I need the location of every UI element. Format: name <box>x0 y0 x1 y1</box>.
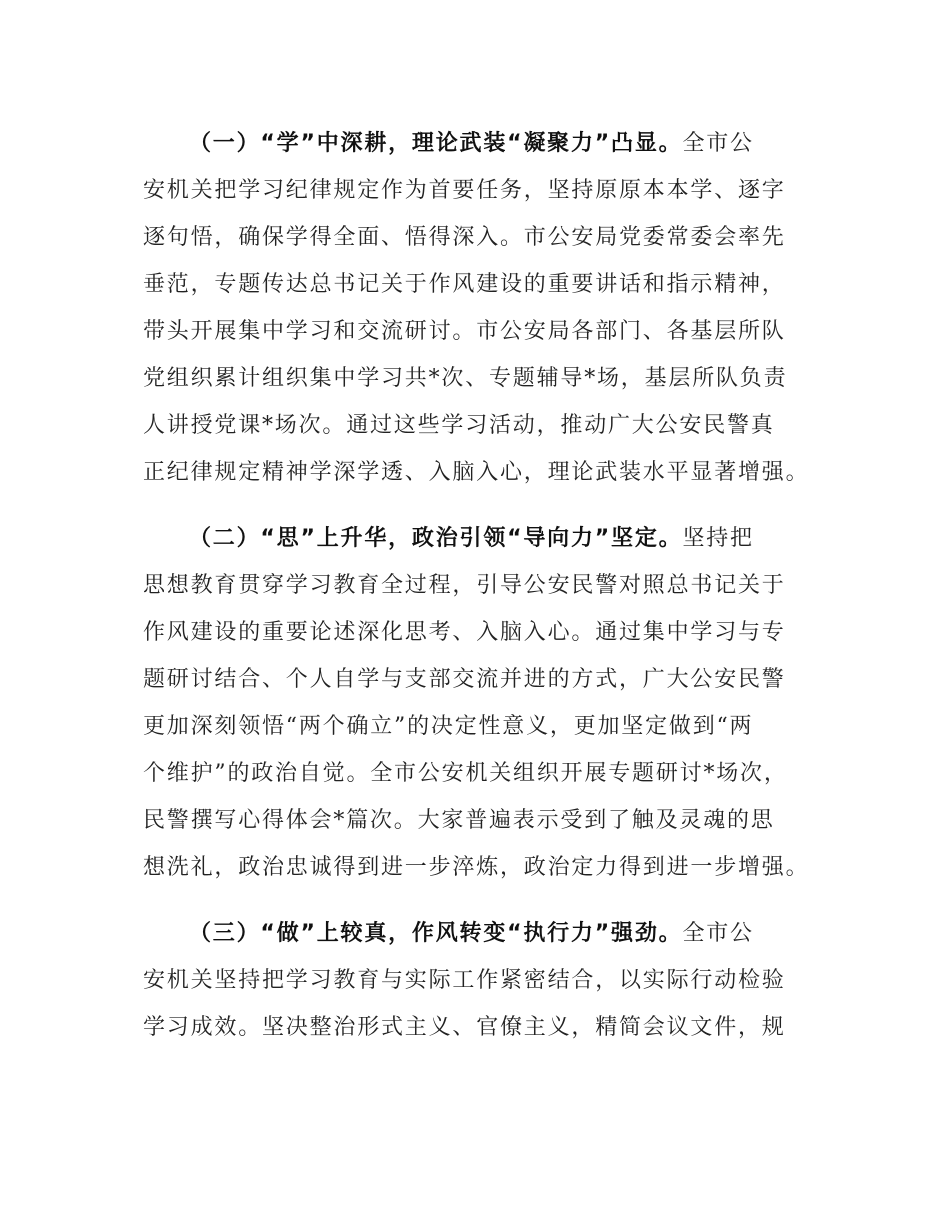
paragraph-spacer <box>143 891 823 910</box>
paragraph-spacer <box>143 496 823 515</box>
section-1-first-line <box>143 120 823 167</box>
section-3-first-line-text: 全市公 <box>682 921 754 946</box>
paragraph-line: 民警撰写心得体会*篇次。大家普遍表示受到了触及灵魂的思 <box>143 808 775 833</box>
section-3-first-line <box>143 910 823 957</box>
paragraph-line: 题研讨结合、个人自学与支部交流并进的方式，广大公安民警 <box>143 667 786 692</box>
paragraph-line: 党组织累计组织集中学习共*次、专题辅导*场，基层所队负责 <box>143 366 788 391</box>
paragraph-line: 安机关坚持把学习教育与实际工作紧密结合，以实际行动检验 <box>143 968 786 993</box>
paragraph-line: 想洗礼，政治忠诚得到进一步淬炼，政治定力得到进一步增强。 <box>143 855 810 880</box>
section-1-first-line-text: 全市公 <box>682 131 754 156</box>
paragraph-line: 学习成效。坚决整治形式主义、官僚主义，精简会议文件，规 <box>143 1015 786 1040</box>
paragraph-line: 安机关把学习纪律规定作为首要任务，坚持原原本本学、逐字 <box>143 178 786 203</box>
paragraph-line: 带头开展集中学习和交流研讨。市公安局各部门、各基层所队 <box>143 319 786 344</box>
section-2-first-line-text: 坚持把 <box>682 526 754 551</box>
paragraph-line: 思想教育贯穿学习教育全过程，引导公安民警对照总书记关于 <box>143 573 786 598</box>
paragraph-line: 垂范，专题传达总书记关于作风建设的重要讲话和指示精神， <box>143 272 786 297</box>
section-3-heading: （三）“做”上较真，作风转变“执行力”强劲。 <box>189 921 683 946</box>
document-body <box>143 120 823 1051</box>
section-2 <box>143 515 823 891</box>
section-1 <box>143 120 823 496</box>
paragraph-line: 作风建设的重要论述深化思考、入脑入心。通过集中学习与专 <box>143 620 786 645</box>
section-2-first-line <box>143 515 823 562</box>
paragraph-line: 逐句悟，确保学得全面、悟得深入。市公安局党委常委会率先 <box>143 225 786 250</box>
section-2-heading: （二）“思”上升华，政治引领“导向力”坚定。 <box>189 526 683 551</box>
paragraph-line: 正纪律规定精神学深学透、入脑入心，理论武装水平显著增强。 <box>143 460 810 485</box>
paragraph-line: 更加深刻领悟“两个确立”的决定性意义，更加坚定做到“两 <box>143 714 754 739</box>
paragraph-line: 人讲授党课*场次。通过这些学习活动，推动广大公安民警真 <box>143 413 775 438</box>
section-1-heading: （一）“学”中深耕，理论武装“凝聚力”凸显。 <box>189 131 683 156</box>
paragraph-line: 个维护”的政治自觉。全市公安机关组织开展专题研讨*场次， <box>143 761 788 786</box>
section-3 <box>143 910 823 1051</box>
